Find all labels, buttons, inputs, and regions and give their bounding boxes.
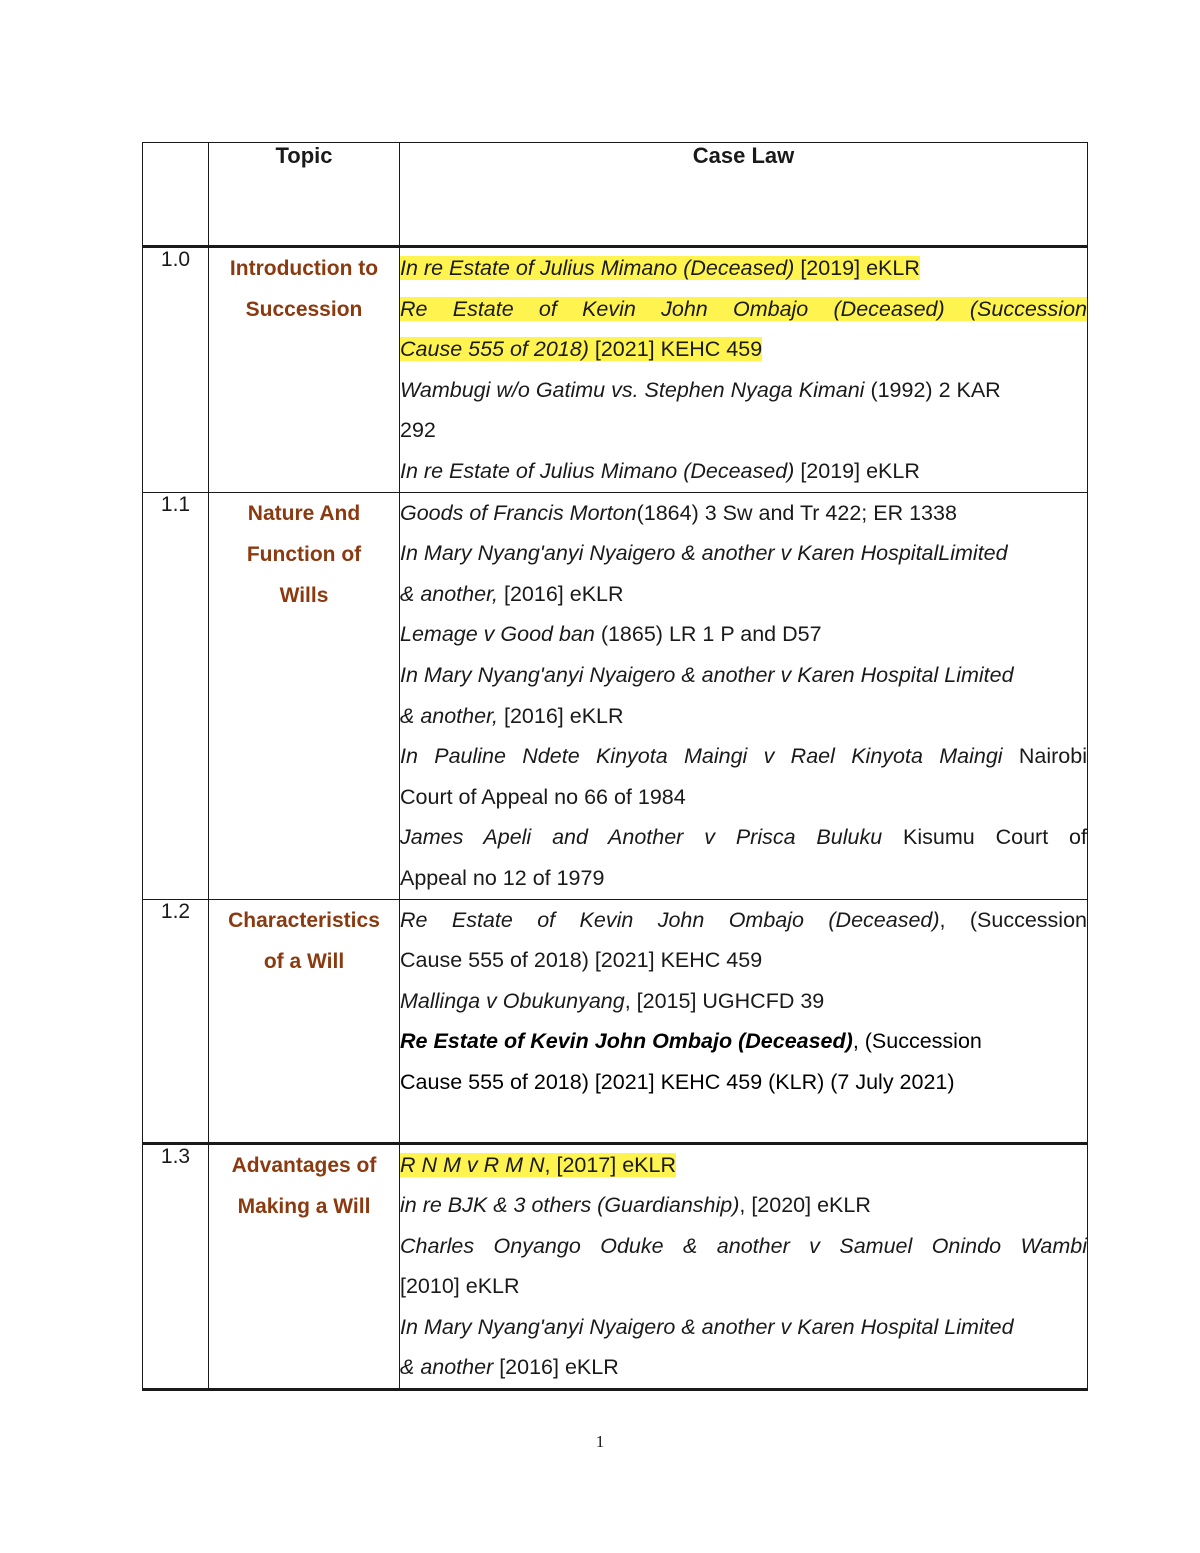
table-row xyxy=(143,492,1088,899)
header-case-law: Case Law xyxy=(400,143,1088,247)
row-number: 1.0 xyxy=(143,247,209,493)
case-line: R N M v R M N, [2017] eKLR xyxy=(400,1152,677,1177)
table-row xyxy=(143,247,1088,493)
case-law-table xyxy=(142,142,1088,1391)
row-topic xyxy=(209,899,400,1143)
row-case-law xyxy=(400,899,1088,1143)
case-line: in re BJK & 3 others (Guardianship), [2020] eKLR xyxy=(400,1193,871,1218)
case-line: Court of Appeal no 66 of 1984 xyxy=(400,784,686,809)
row-number: 1.2 xyxy=(143,899,209,1143)
row-case-law xyxy=(400,1143,1088,1390)
row-case-law xyxy=(400,492,1088,899)
topic-line: Advantages of xyxy=(231,1153,377,1177)
case-line: 292 xyxy=(400,418,436,443)
header-number xyxy=(143,143,209,247)
topic-line: Nature And xyxy=(247,501,361,525)
case-line: & another, [2016] eKLR xyxy=(400,703,624,728)
case-line: Cause 555 of 2018) [2021] KEHC 459 (KLR) (7 July 2021) xyxy=(400,1069,955,1094)
case-line: & another [2016] eKLR xyxy=(400,1355,619,1380)
case-line: In Mary Nyang'anyi Nyaigero & another v Karen Hospital Limited xyxy=(400,662,1014,687)
topic-line: Making a Will xyxy=(237,1194,371,1218)
row-number: 1.3 xyxy=(143,1143,209,1390)
case-line: Cause 555 of 2018) [2021] KEHC 459 xyxy=(400,337,763,362)
case-line: In Pauline Ndete Kinyota Maingi v Rael Kinyota Maingi Nairobi xyxy=(400,744,1087,769)
row-topic xyxy=(209,1143,400,1390)
case-line: Lemage v Good ban (1865) LR 1 P and D57 xyxy=(400,622,822,647)
case-line: Re Estate of Kevin John Ombajo (Deceased), (Succession xyxy=(400,907,1087,932)
topic-line: Function of xyxy=(246,542,362,566)
case-line: Re Estate of Kevin John Ombajo (Deceased), (Succession xyxy=(400,1029,982,1054)
table-row xyxy=(143,899,1088,1143)
table-header-row xyxy=(143,143,1088,247)
topic-line: Introduction to xyxy=(229,257,379,280)
table-row xyxy=(143,1143,1088,1390)
case-line: [2010] eKLR xyxy=(400,1274,520,1299)
row-number: 1.1 xyxy=(143,492,209,899)
case-line: In re Estate of Julius Mimano (Deceased) [2019] eKLR xyxy=(400,256,920,280)
topic-line: Succession xyxy=(245,298,363,321)
topic-line: of a Will xyxy=(263,949,345,973)
topic-line: Characteristics xyxy=(228,908,380,932)
case-line: Goods of Francis Morton(1864) 3 Sw and Tr 422; ER 1338 xyxy=(400,500,957,525)
row-topic xyxy=(209,247,400,493)
case-line: Re Estate of Kevin John Ombajo (Deceased) (Succession xyxy=(400,296,1087,321)
row-case-law xyxy=(400,247,1088,493)
header-topic: Topic xyxy=(209,143,400,247)
case-line: In Mary Nyang'anyi Nyaigero & another v Karen Hospital Limited xyxy=(400,1314,1014,1339)
case-line: Cause 555 of 2018) [2021] KEHC 459 xyxy=(400,948,763,973)
case-line: Appeal no 12 of 1979 xyxy=(400,865,605,890)
case-line: Charles Onyango Oduke & another v Samuel Onindo Wambi xyxy=(400,1233,1087,1258)
topic-line: Wills xyxy=(279,583,329,607)
page-number: 1 xyxy=(595,1432,605,1451)
case-line: In Mary Nyang'anyi Nyaigero & another v Karen HospitalLimited xyxy=(400,541,1008,566)
case-line: & another, [2016] eKLR xyxy=(400,581,624,606)
case-line: James Apeli and Another v Prisca Buluku Kisumu Court of xyxy=(400,825,1087,850)
row-topic xyxy=(209,492,400,899)
case-line: Wambugi w/o Gatimu vs. Stephen Nyaga Kimani (1992) 2 KAR xyxy=(400,377,1001,402)
case-line: In re Estate of Julius Mimano (Deceased) [2019] eKLR xyxy=(400,458,920,483)
case-line: Mallinga v Obukunyang, [2015] UGHCFD 39 xyxy=(400,988,825,1013)
